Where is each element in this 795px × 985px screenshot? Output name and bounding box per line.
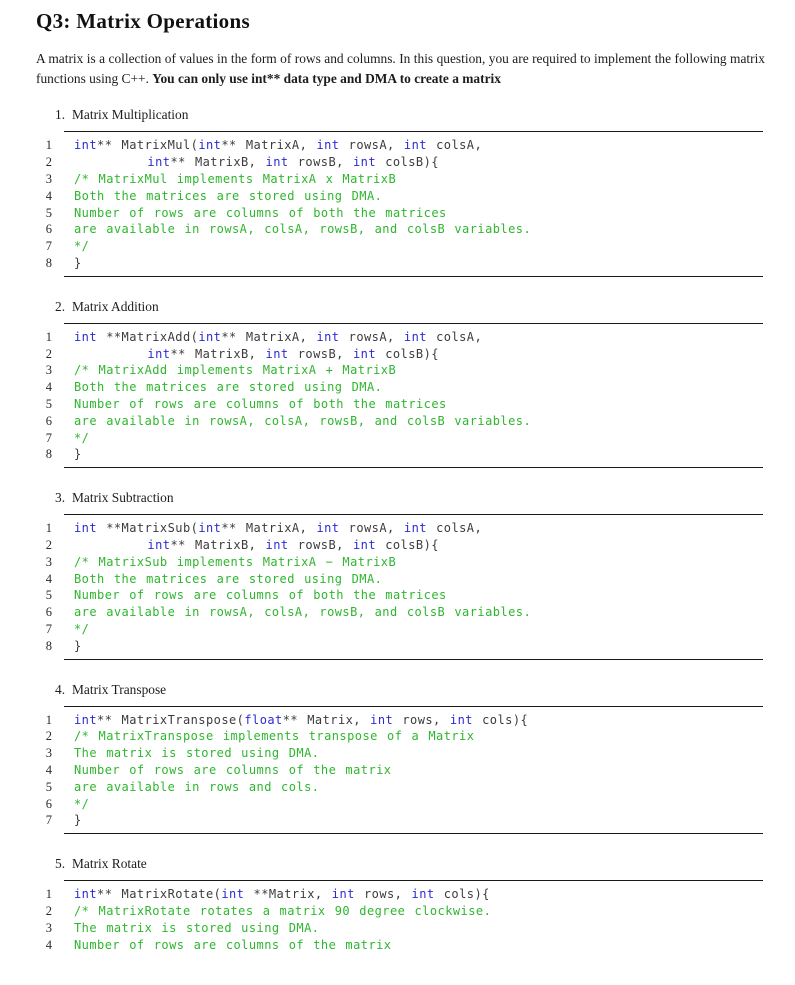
code-content (74, 621, 89, 638)
code-keyword: int (147, 537, 171, 552)
code-text: rowsA, (339, 138, 404, 153)
code-text: ** MatrixB, (170, 537, 266, 552)
line-number: 3 (45, 172, 52, 186)
line-number: 4 (45, 571, 52, 586)
code-keyword: int (147, 155, 171, 170)
code-keyword: int (352, 537, 377, 552)
code-text: **MatrixAdd( (97, 329, 199, 344)
code-content (74, 346, 439, 363)
code-line (36, 221, 765, 238)
code-content (74, 171, 396, 188)
line-number: 5 (45, 779, 52, 794)
code-content (74, 920, 319, 937)
code-content (74, 537, 439, 554)
code-comment: Number of rows are columns of both the matrices (74, 588, 447, 603)
code-line (36, 937, 765, 954)
code-content (74, 205, 447, 222)
code-comment: */ (74, 621, 90, 636)
code-line (36, 712, 765, 729)
code-text: rowsB, (288, 155, 353, 170)
listing-section (36, 682, 765, 835)
line-number: 4 (45, 937, 52, 952)
code-text: ** MatrixA, (221, 329, 317, 344)
code-content (74, 937, 391, 954)
section-number: 3. (55, 490, 66, 506)
code-comment: /* MatrixRotate rotates a matrix 90 degree clockwise. (74, 903, 492, 918)
code-text: ** MatrixA, (221, 521, 317, 536)
line-number: 5 (45, 396, 52, 411)
code-keyword: int (403, 138, 427, 153)
listings-container (36, 107, 765, 957)
code-comment: are available in rowsA, colsA, rowsB, and colsB variables. (74, 413, 532, 428)
code-keyword: int (198, 329, 222, 344)
code-text: ** MatrixRotate( (97, 887, 222, 902)
code-content (74, 762, 391, 779)
code-keyword: int (74, 138, 98, 153)
line-number: 7 (45, 239, 52, 254)
code-content (74, 728, 474, 745)
section-title: Matrix Multiplication (72, 107, 189, 123)
code-comment: /* MatrixAdd implements MatrixA + MatrixB (74, 363, 397, 378)
section-title: Matrix Transpose (72, 681, 167, 697)
code-keyword: int (403, 521, 427, 536)
code-keyword: float (244, 712, 283, 727)
code-content (74, 379, 382, 396)
code-keyword: int (331, 887, 355, 902)
code-keyword: int (198, 138, 222, 153)
code-comment: The matrix is stored using DMA. (74, 920, 320, 935)
code-keyword: int (265, 155, 289, 170)
code-line (36, 520, 765, 537)
line-number: 3 (45, 363, 52, 378)
section-header (55, 299, 765, 315)
code-keyword: int (403, 329, 427, 344)
intro-bold-text: You can only use int** data type and DMA to create a matrix (152, 70, 501, 86)
line-number: 6 (45, 413, 52, 428)
code-content (74, 430, 89, 447)
section-number: 5. (55, 856, 66, 872)
code-text: colsA, (426, 521, 483, 536)
code-line (36, 745, 765, 762)
code-text: cols){ (472, 712, 529, 727)
code-text: rows, (393, 712, 450, 727)
code-comment: The matrix is stored using DMA. (74, 746, 320, 761)
section-header (55, 682, 765, 698)
code-line (36, 346, 765, 363)
line-number: 4 (45, 762, 52, 777)
code-listing (36, 132, 765, 275)
code-line (36, 621, 765, 638)
code-comment: Both the matrices are stored using DMA. (74, 571, 383, 586)
listing-section (36, 299, 765, 468)
code-line (36, 537, 765, 554)
code-comment: Number of rows are columns of both the matrices (74, 205, 447, 220)
code-comment: Both the matrices are stored using DMA. (74, 188, 383, 203)
code-content (74, 137, 482, 154)
line-number: 2 (45, 346, 52, 361)
code-content (74, 238, 89, 255)
line-number: 8 (45, 447, 52, 462)
code-content (74, 554, 396, 571)
line-number: 2 (45, 729, 52, 744)
code-text: ** MatrixTranspose( (97, 712, 245, 727)
code-keyword: int (316, 521, 340, 536)
code-comment: are available in rowsA, colsA, rowsB, and colsB variables. (74, 605, 532, 620)
code-keyword: int (198, 521, 222, 536)
code-text: colsA, (426, 138, 483, 153)
line-number: 2 (45, 537, 52, 552)
code-comment: */ (74, 796, 90, 811)
code-text: colsB){ (376, 155, 439, 170)
code-listing (36, 324, 765, 467)
line-number: 8 (45, 255, 52, 270)
line-number: 1 (45, 521, 52, 536)
code-line (36, 812, 765, 829)
code-content (74, 604, 531, 621)
page-title: Q3: Matrix Operations (36, 9, 250, 33)
code-content (74, 221, 531, 238)
code-text: } (74, 255, 82, 270)
code-line (36, 413, 765, 430)
code-comment: Number of rows are columns of both the matrices (74, 396, 447, 411)
line-number: 8 (45, 638, 52, 653)
code-line (36, 446, 765, 463)
code-content (74, 779, 319, 796)
line-number: 5 (45, 588, 52, 603)
code-keyword: int (265, 346, 289, 361)
code-text: ** MatrixA, (221, 138, 317, 153)
code-comment: Number of rows are columns of the matrix (74, 762, 392, 777)
code-text: rows, (354, 887, 412, 902)
code-text: cols){ (434, 887, 490, 902)
code-content (74, 413, 531, 430)
code-content (74, 329, 482, 346)
code-text: rowsB, (288, 537, 353, 552)
code-comment: /* MatrixSub implements MatrixA − MatrixB (74, 554, 397, 569)
code-line (36, 171, 765, 188)
code-keyword: int (316, 329, 340, 344)
listing-section (36, 107, 765, 276)
code-text: colsA, (426, 329, 483, 344)
code-content (74, 903, 491, 920)
listing-section (36, 490, 765, 659)
code-line (36, 430, 765, 447)
code-listing (36, 515, 765, 658)
listing-bottom-rule (64, 833, 763, 834)
section-number: 2. (55, 298, 66, 314)
code-line (36, 920, 765, 937)
code-line (36, 329, 765, 346)
code-keyword: int (74, 712, 98, 727)
code-keyword: int (265, 537, 289, 552)
code-keyword: int (352, 155, 377, 170)
section-title: Matrix Addition (72, 298, 159, 314)
code-content (74, 812, 82, 829)
code-text (74, 347, 147, 361)
code-keyword: int (370, 712, 394, 727)
code-comment: /* MatrixTranspose implements transpose of a Matrix (74, 729, 475, 744)
code-text: ** MatrixB, (170, 155, 266, 170)
code-text: ** MatrixB, (170, 346, 266, 361)
line-number: 7 (45, 430, 52, 445)
line-number: 1 (45, 138, 52, 153)
code-comment: /* MatrixMul implements MatrixA x MatrixB (74, 172, 397, 186)
code-text: } (74, 447, 82, 462)
code-comment: are available in rowsA, colsA, rowsB, and colsB variables. (74, 222, 532, 237)
section-title: Matrix Subtraction (72, 490, 174, 506)
listing-bottom-rule (64, 467, 763, 468)
line-number: 6 (45, 605, 52, 620)
code-text: rowsB, (288, 346, 353, 361)
code-line (36, 762, 765, 779)
code-comment: Both the matrices are stored using DMA. (74, 380, 383, 395)
section-header (55, 856, 765, 872)
line-number: 3 (45, 746, 52, 761)
code-keyword: int (221, 887, 245, 902)
code-line (36, 362, 765, 379)
code-content (74, 886, 490, 903)
line-number: 7 (45, 813, 52, 828)
code-text: rowsA, (339, 329, 404, 344)
code-line (36, 796, 765, 813)
code-line (36, 154, 765, 171)
line-number: 1 (45, 887, 52, 902)
line-number: 1 (45, 712, 52, 727)
listing-section (36, 856, 765, 957)
code-keyword: int (74, 329, 98, 344)
code-line (36, 205, 765, 222)
line-number: 4 (45, 188, 52, 203)
code-content (74, 520, 482, 537)
code-listing (36, 707, 765, 834)
line-number: 5 (45, 205, 52, 220)
code-line (36, 638, 765, 655)
intro-paragraph (36, 49, 765, 88)
code-keyword: int (352, 346, 377, 361)
code-keyword: int (316, 138, 340, 153)
code-text: **Matrix, (244, 887, 332, 902)
line-number: 4 (45, 380, 52, 395)
code-text: ** Matrix, (282, 712, 371, 727)
code-text: **MatrixSub( (97, 521, 199, 536)
code-content (74, 712, 528, 729)
code-line (36, 571, 765, 588)
code-line (36, 604, 765, 621)
section-number: 1. (55, 107, 66, 123)
line-number: 2 (45, 903, 52, 918)
line-number: 6 (45, 222, 52, 237)
intro-text: A matrix is a collection of values in the form of rows and columns. In this question, you are required to implement the following matrix functions using C++. (36, 51, 765, 86)
code-line (36, 188, 765, 205)
section-number: 4. (55, 681, 66, 697)
code-keyword: int (147, 346, 171, 361)
code-line (36, 886, 765, 903)
code-comment: */ (74, 239, 90, 254)
code-line (36, 238, 765, 255)
code-content (74, 396, 447, 413)
code-content (74, 796, 89, 813)
code-line (36, 779, 765, 796)
line-number: 3 (45, 920, 52, 935)
code-comment: are available in rows and cols. (74, 779, 320, 794)
line-number: 1 (45, 329, 52, 344)
code-line (36, 554, 765, 571)
code-keyword: int (449, 712, 473, 727)
code-text: colsB){ (376, 537, 439, 552)
code-content (74, 188, 382, 205)
section-title: Matrix Rotate (72, 856, 147, 872)
code-text: rowsA, (339, 521, 404, 536)
code-line (36, 396, 765, 413)
code-content (74, 571, 382, 588)
code-line (36, 728, 765, 745)
code-content (74, 154, 439, 171)
code-keyword: int (74, 521, 98, 536)
listing-bottom-rule (64, 276, 763, 277)
section-header (55, 490, 765, 506)
listing-bottom-rule (64, 659, 763, 660)
code-content (74, 745, 319, 762)
line-number: 3 (45, 554, 52, 569)
code-text (74, 155, 147, 169)
code-line (36, 903, 765, 920)
code-content (74, 638, 82, 655)
code-text: colsB){ (376, 346, 439, 361)
line-number: 7 (45, 621, 52, 636)
line-number: 6 (45, 796, 52, 811)
code-line (36, 379, 765, 396)
line-number: 2 (45, 155, 52, 170)
code-content (74, 255, 82, 272)
code-line (36, 587, 765, 604)
code-keyword: int (411, 887, 435, 902)
code-comment: */ (74, 430, 90, 445)
code-content (74, 362, 396, 379)
code-line (36, 255, 765, 272)
section-header (55, 107, 765, 123)
code-text: ** MatrixMul( (97, 138, 199, 153)
code-line (36, 137, 765, 154)
code-text: } (74, 638, 82, 653)
code-text (74, 538, 147, 552)
code-listing (36, 881, 765, 957)
code-content (74, 446, 82, 463)
code-text: } (74, 813, 82, 828)
code-content (74, 587, 447, 604)
code-comment: Number of rows are columns of the matrix (74, 937, 392, 952)
code-keyword: int (74, 887, 98, 902)
